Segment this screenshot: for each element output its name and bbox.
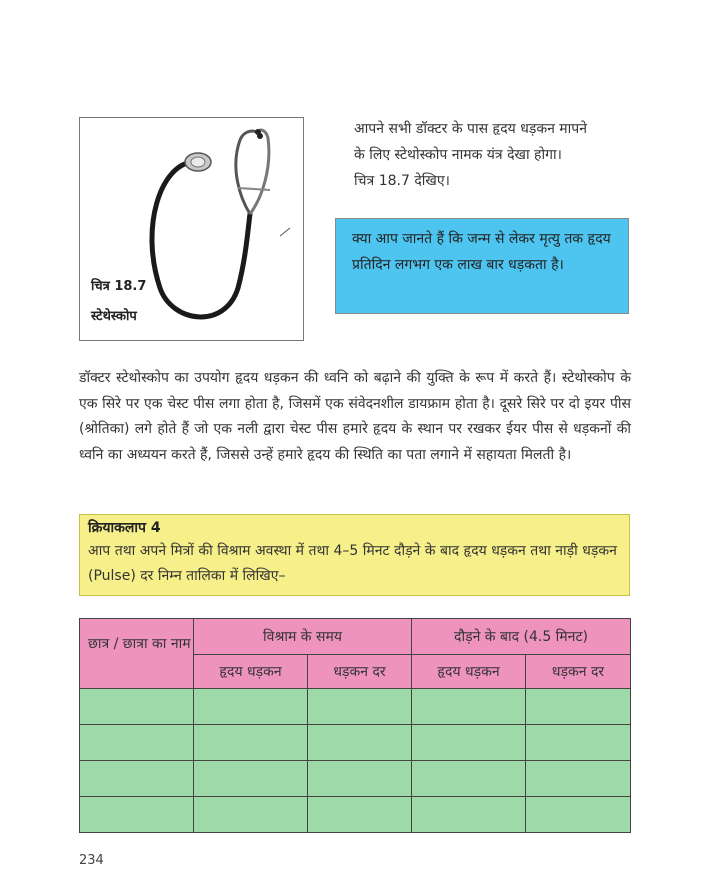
table-row (80, 797, 631, 833)
table-row (80, 761, 631, 797)
run-heartbeat-header: हृदय धड़कन (412, 655, 526, 689)
did-you-know-box: क्या आप जानते हैं कि जन्म से लेकर मृत्यु तक हृदय प्रतिदिन लगभग एक लाख बार धड़कता है। (335, 218, 629, 314)
after-run-group-header: दौड़ने के बाद (4.5 मिनट) (412, 619, 631, 655)
table-cell (308, 689, 412, 725)
table-cell (194, 797, 308, 833)
table-cell (308, 725, 412, 761)
table-cell (412, 689, 526, 725)
table-cell (526, 725, 631, 761)
table-cell (80, 689, 194, 725)
table-cell (308, 797, 412, 833)
rest-group-header: विश्राम के समय (194, 619, 412, 655)
activity-title: क्रियाकलाप 4 (88, 520, 161, 536)
rest-heartbeat-header: हृदय धड़कन (194, 655, 308, 689)
intro-line: आपने सभी डॉक्टर के पास हृदय धड़कन मापने (354, 121, 588, 137)
page-number: 234 (79, 853, 104, 868)
table-cell (526, 689, 631, 725)
student-name-header: छात्र / छात्रा का नाम (80, 619, 194, 689)
table-cell (194, 761, 308, 797)
table-cell (194, 725, 308, 761)
table-row (80, 689, 631, 725)
figure-stethoscope (79, 117, 304, 341)
intro-line: के लिए स्टेथोस्कोप नामक यंत्र देखा होगा। (354, 147, 562, 163)
figure-caption-number: चित्र 18.7 (91, 279, 147, 294)
intro-line: चित्र 18.7 देखिए। (354, 173, 450, 189)
table-cell (526, 797, 631, 833)
activity-box (79, 514, 630, 596)
intro-text (354, 116, 636, 194)
table-cell (80, 725, 194, 761)
run-pulse-rate-header: धड़कन दर (526, 655, 631, 689)
table-cell (80, 797, 194, 833)
activity-instructions: आप तथा अपने मित्रों की विश्राम अवस्था में तथा 4–5 मिनट दौड़ने के बाद हृदय धड़कन तथा नाड़ी धड़कन (Pulse) दर निम्न तालिका में लिखिए– (88, 543, 617, 584)
main-paragraph: डॉक्टर स्टेथोस्कोप का उपयोग हृदय धड़कन की ध्वनि को बढ़ाने की युक्ति के रूप में करते हैं। स्टेथोस्कोप के एक सिरे पर एक चेस्ट पीस लगा होता है, जिसमें एक संवेदनशील डायफ्राम होता है। दूसरे सिरे पर दो इयर पीस (श्रोतिका) लगे होते हैं जो एक नली द्वारा चेस्ट पीस हमारे हृदय के स्थान पर रखकर ईयर पीस से धड़कनों की ध्वनि का अध्ययन करते हैं, जिससे उन्हें हमारे हृदय की स्थिति का पता लगाने में सहायता मिलती है। (79, 370, 631, 463)
readings-table (79, 618, 631, 833)
rest-pulse-rate-header: धड़कन दर (308, 655, 412, 689)
table-cell (80, 761, 194, 797)
table-row (80, 725, 631, 761)
table-cell (412, 761, 526, 797)
table-cell (308, 761, 412, 797)
table-cell (194, 689, 308, 725)
table-cell (412, 725, 526, 761)
figure-caption-title: स्टेथेस्कोप (91, 309, 137, 324)
table-cell (526, 761, 631, 797)
table-cell (412, 797, 526, 833)
